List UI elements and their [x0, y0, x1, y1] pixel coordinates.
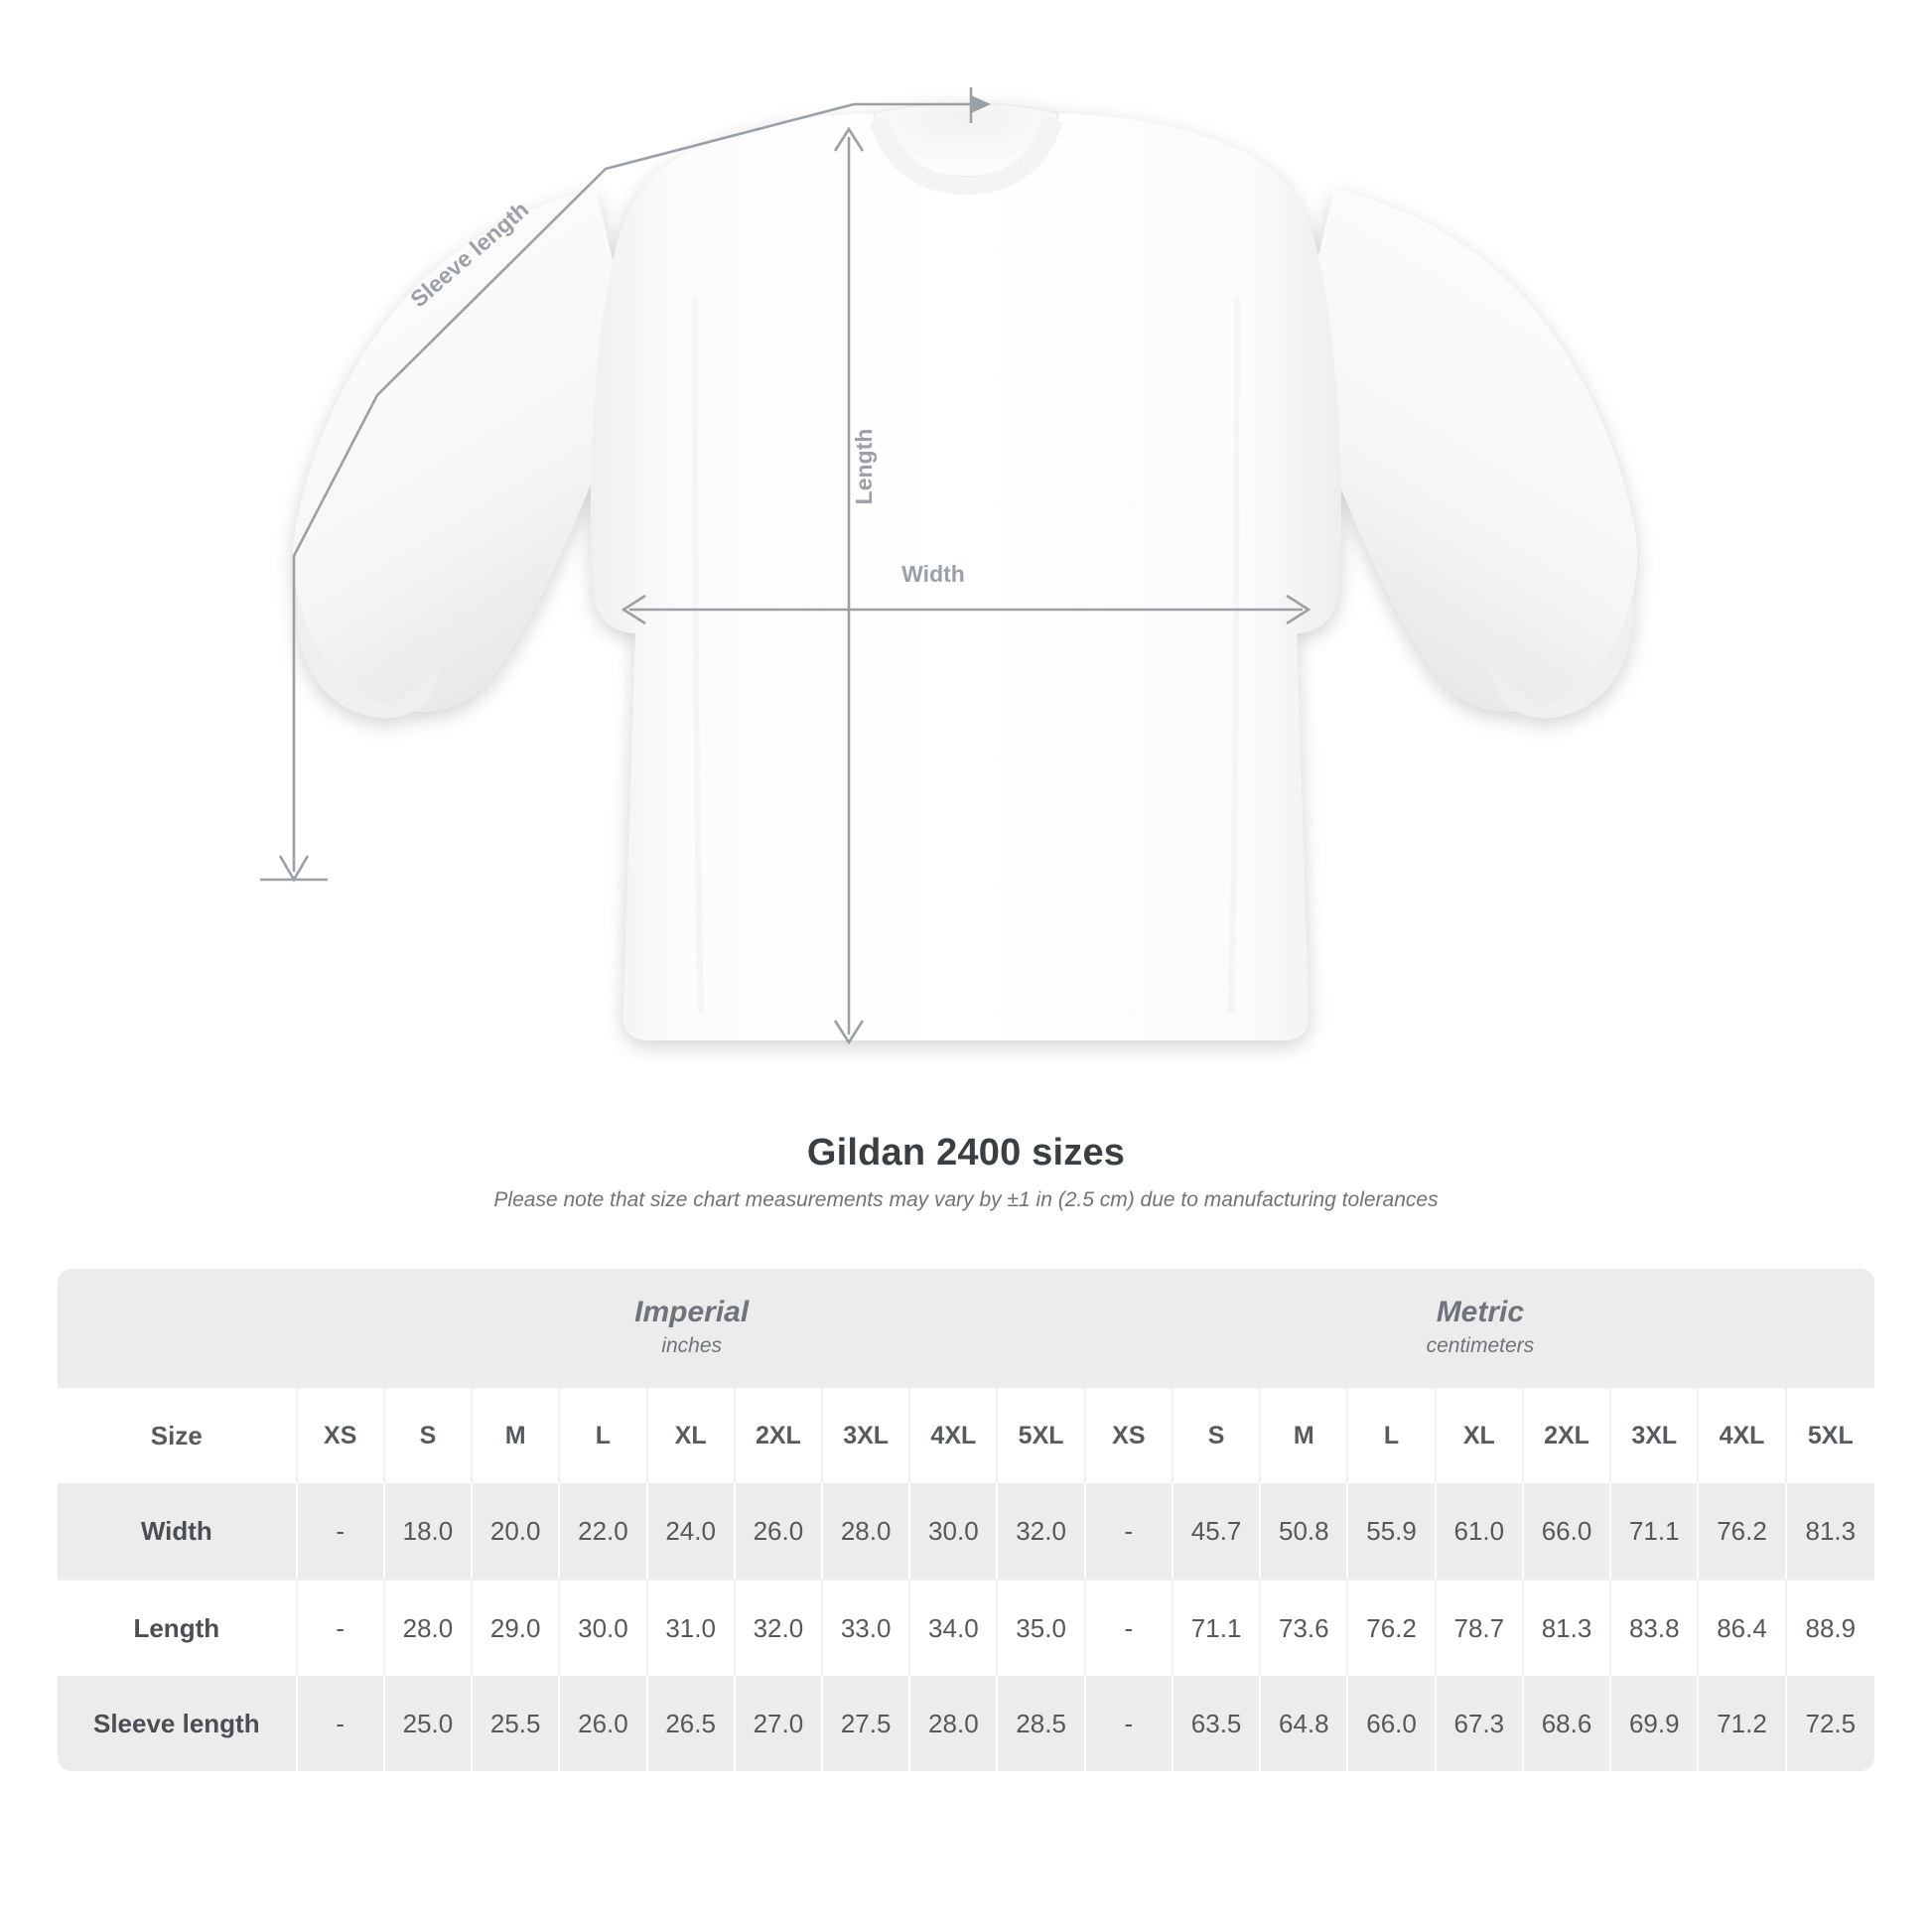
- cell-sleeve-imp-xs: -: [298, 1676, 385, 1771]
- cell-length-met-4xl: 86.4: [1699, 1579, 1786, 1676]
- label-width: Width: [901, 561, 965, 587]
- col-header-met-m: M: [1261, 1388, 1348, 1483]
- table-row: [58, 1483, 1874, 1579]
- col-header-met-5xl: 5XL: [1787, 1388, 1874, 1483]
- cell-width-met-4xl: 76.2: [1699, 1483, 1786, 1579]
- size-table: [58, 1269, 1874, 1771]
- cell-width-imp-s: 18.0: [385, 1483, 473, 1579]
- unit-header-imperial: [298, 1269, 1086, 1388]
- cell-sleeve-imp-2xl: 27.0: [736, 1676, 823, 1771]
- unit-imperial-sub: inches: [661, 1333, 723, 1357]
- unit-metric-sub: centimeters: [1426, 1333, 1535, 1357]
- page-title: Gildan 2400 sizes: [806, 1132, 1126, 1173]
- row-label-length: Length: [58, 1579, 298, 1676]
- col-header-imp-4xl: 4XL: [910, 1388, 998, 1483]
- col-header-imp-l: L: [560, 1388, 647, 1483]
- cell-length-imp-2xl: 32.0: [736, 1579, 823, 1676]
- unit-header-row: [58, 1269, 1874, 1388]
- cell-width-met-3xl: 71.1: [1611, 1483, 1699, 1579]
- col-header-met-l: L: [1348, 1388, 1436, 1483]
- chart-heading: [0, 1132, 1932, 1212]
- cell-sleeve-met-l: 66.0: [1348, 1676, 1436, 1771]
- cell-sleeve-met-2xl: 68.6: [1524, 1676, 1611, 1771]
- cell-sleeve-imp-m: 25.5: [473, 1676, 560, 1771]
- cell-length-met-l: 76.2: [1348, 1579, 1436, 1676]
- row-label-sleeve-length: Sleeve length: [58, 1676, 298, 1771]
- cell-width-imp-5xl: 32.0: [998, 1483, 1085, 1579]
- col-header-imp-5xl: 5XL: [998, 1388, 1085, 1483]
- cell-sleeve-imp-4xl: 28.0: [910, 1676, 998, 1771]
- cell-length-met-xs: -: [1086, 1579, 1173, 1676]
- col-header-imp-3xl: 3XL: [823, 1388, 910, 1483]
- table-row: [58, 1579, 1874, 1676]
- cell-length-met-5xl: 88.9: [1787, 1579, 1874, 1676]
- col-header-imp-m: M: [473, 1388, 560, 1483]
- cell-sleeve-imp-xl: 26.5: [648, 1676, 736, 1771]
- size-table-wrapper: [58, 1269, 1874, 1771]
- col-header-imp-s: S: [385, 1388, 473, 1483]
- row-label-width: Width: [58, 1483, 298, 1579]
- cell-width-met-l: 55.9: [1348, 1483, 1436, 1579]
- cell-sleeve-imp-3xl: 27.5: [823, 1676, 910, 1771]
- cell-length-imp-4xl: 34.0: [910, 1579, 998, 1676]
- cell-width-imp-xs: -: [298, 1483, 385, 1579]
- col-header-met-xl: XL: [1437, 1388, 1524, 1483]
- label-length: Length: [851, 428, 877, 505]
- cell-sleeve-met-4xl: 71.2: [1699, 1676, 1786, 1771]
- cell-width-met-2xl: 66.0: [1524, 1483, 1611, 1579]
- col-header-imp-2xl: 2XL: [736, 1388, 823, 1483]
- table-row: [58, 1676, 1874, 1771]
- cell-width-imp-m: 20.0: [473, 1483, 560, 1579]
- col-header-met-4xl: 4XL: [1699, 1388, 1786, 1483]
- cell-width-met-xl: 61.0: [1437, 1483, 1524, 1579]
- cell-width-imp-l: 22.0: [560, 1483, 647, 1579]
- cell-length-met-xl: 78.7: [1437, 1579, 1524, 1676]
- cell-sleeve-met-5xl: 72.5: [1787, 1676, 1874, 1771]
- cell-width-met-xs: -: [1086, 1483, 1173, 1579]
- label-sleeve-length: Sleeve length: [405, 196, 534, 313]
- col-header-met-s: S: [1173, 1388, 1261, 1483]
- cell-length-imp-xl: 31.0: [648, 1579, 736, 1676]
- cell-sleeve-met-m: 64.8: [1261, 1676, 1348, 1771]
- cell-length-imp-3xl: 33.0: [823, 1579, 910, 1676]
- tolerance-note: Please note that size chart measurements may vary by ±1 in (2.5 cm) due to manufacturing tolerances: [493, 1188, 1439, 1211]
- col-header-imp-xs: XS: [298, 1388, 385, 1483]
- cell-width-imp-4xl: 30.0: [910, 1483, 998, 1579]
- cell-length-imp-m: 29.0: [473, 1579, 560, 1676]
- cell-sleeve-imp-l: 26.0: [560, 1676, 647, 1771]
- cell-length-imp-l: 30.0: [560, 1579, 647, 1676]
- cell-sleeve-met-xs: -: [1086, 1676, 1173, 1771]
- unit-header-metric: [1086, 1269, 1874, 1388]
- cell-length-met-m: 73.6: [1261, 1579, 1348, 1676]
- cell-sleeve-met-s: 63.5: [1173, 1676, 1261, 1771]
- col-header-met-xs: XS: [1086, 1388, 1173, 1483]
- cell-width-imp-2xl: 26.0: [736, 1483, 823, 1579]
- cell-length-met-s: 71.1: [1173, 1579, 1261, 1676]
- unit-imperial-name: Imperial: [634, 1296, 750, 1328]
- cell-length-met-2xl: 81.3: [1524, 1579, 1611, 1676]
- cell-sleeve-imp-5xl: 28.5: [998, 1676, 1085, 1771]
- cell-length-imp-5xl: 35.0: [998, 1579, 1085, 1676]
- cell-width-met-m: 50.8: [1261, 1483, 1348, 1579]
- cell-width-met-s: 45.7: [1173, 1483, 1261, 1579]
- header-size: Size: [58, 1388, 298, 1483]
- unit-header-spacer: [58, 1269, 298, 1388]
- col-header-met-2xl: 2XL: [1524, 1388, 1611, 1483]
- cell-sleeve-met-3xl: 69.9: [1611, 1676, 1699, 1771]
- cell-sleeve-imp-s: 25.0: [385, 1676, 473, 1771]
- col-header-met-3xl: 3XL: [1611, 1388, 1699, 1483]
- col-header-imp-xl: XL: [648, 1388, 736, 1483]
- cell-width-imp-3xl: 28.0: [823, 1483, 910, 1579]
- column-header-row: [58, 1388, 1874, 1483]
- cell-width-imp-xl: 24.0: [648, 1483, 736, 1579]
- cell-width-met-5xl: 81.3: [1787, 1483, 1874, 1579]
- cell-sleeve-met-xl: 67.3: [1437, 1676, 1524, 1771]
- cell-length-imp-xs: -: [298, 1579, 385, 1676]
- cell-length-met-3xl: 83.8: [1611, 1579, 1699, 1676]
- cell-length-imp-s: 28.0: [385, 1579, 473, 1676]
- unit-metric-name: Metric: [1436, 1296, 1525, 1328]
